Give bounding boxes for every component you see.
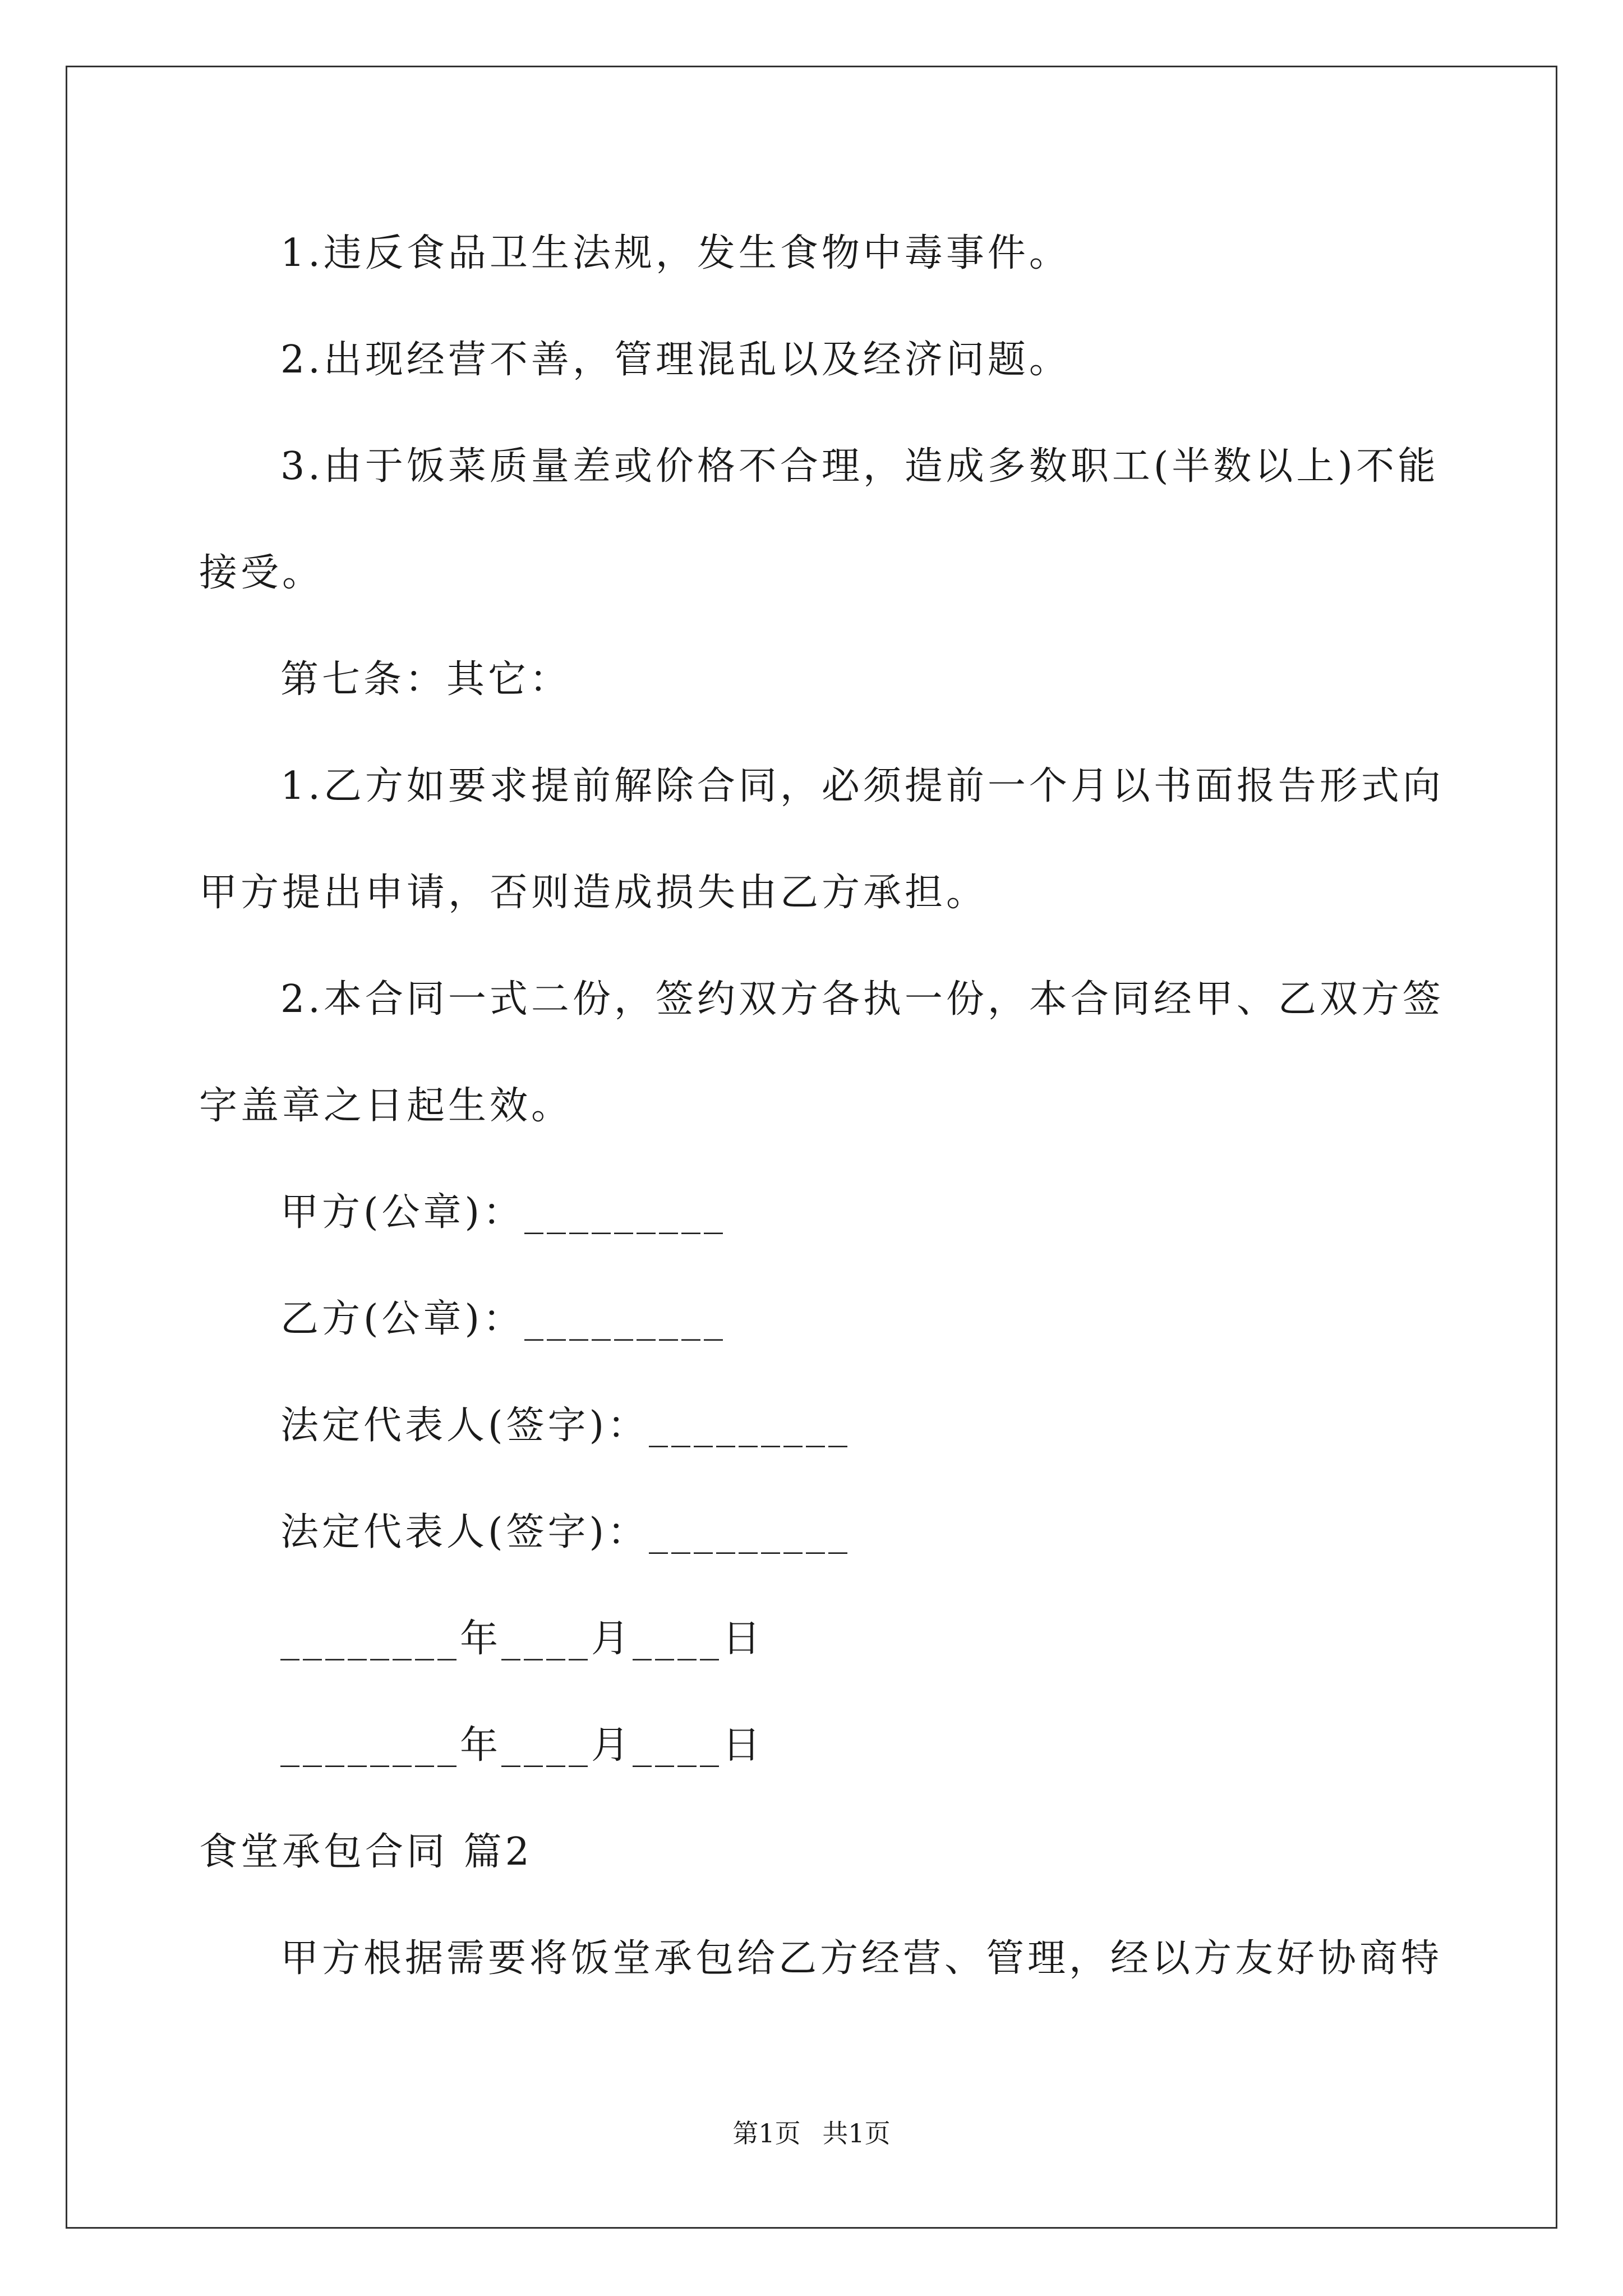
signature-legal-rep: 法定代表人(签字)：_________ bbox=[280, 1510, 851, 1554]
clause-line: 甲方提出申请，否则造成损失由乙方承担。 bbox=[199, 871, 988, 915]
section-title: 食堂承包合同 篇2 bbox=[199, 1830, 533, 1874]
signature-party-b: 乙方(公章)：_________ bbox=[280, 1297, 727, 1341]
signature-date: ________年____月____日 bbox=[280, 1617, 764, 1661]
signature-legal-rep: 法定代表人(签字)：_________ bbox=[280, 1404, 851, 1448]
clause-line: 1.乙方如要求提前解除合同，必须提前一个月以书面报告形式向 bbox=[280, 764, 1444, 808]
clause-line: 3.由于饭菜质量差或价格不合理，造成多数职工(半数以上)不能 bbox=[280, 444, 1439, 489]
clause-line: 接受。 bbox=[199, 551, 324, 595]
clause-line: 2.出现经营不善，管理混乱以及经济问题。 bbox=[280, 338, 1071, 382]
page-footer bbox=[0, 2120, 1623, 2146]
signature-date: ________年____月____日 bbox=[280, 1723, 764, 1768]
clause-line: 1.违反食品卫生法规，发生食物中毒事件。 bbox=[280, 231, 1071, 275]
clause-line: 甲方根据需要将饭堂承包给乙方经营、管理，经以方友好协商特 bbox=[280, 1936, 1443, 1981]
clause-line: 字盖章之日起生效。 bbox=[199, 1084, 573, 1128]
clause-line: 2.本合同一式二份，签约双方各执一份，本合同经甲、乙双方签 bbox=[280, 977, 1444, 1022]
page-number: 第1页 bbox=[732, 2118, 801, 2148]
signature-party-a: 甲方(公章)：_________ bbox=[280, 1190, 727, 1235]
page-border bbox=[66, 66, 1557, 2229]
page-total: 共1页 bbox=[822, 2118, 891, 2148]
article-heading: 第七条：其它： bbox=[280, 657, 571, 702]
